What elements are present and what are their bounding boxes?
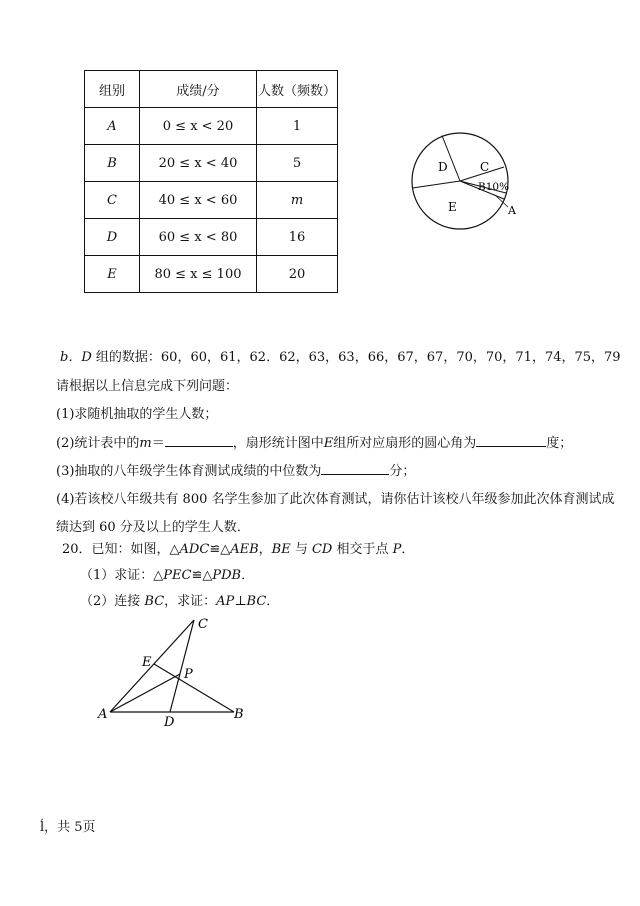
- p20-be: BE: [271, 542, 291, 557]
- point-b: B: [234, 707, 244, 722]
- pie-label-b: B10%: [478, 181, 510, 193]
- q2-var-e: E: [323, 436, 334, 451]
- problem-20: [62, 538, 414, 557]
- segment-be: [154, 664, 234, 712]
- question-4-line2: 绩达到 60 分及以上的学生人数．: [56, 520, 250, 535]
- point-c: C: [198, 617, 208, 632]
- b-group: D: [81, 350, 92, 365]
- question-3: [56, 460, 415, 479]
- cell-range: 40 ≤ x < 60: [140, 182, 257, 219]
- pie-label-e: E: [448, 200, 457, 214]
- question-2: [56, 432, 572, 451]
- geometry-figure: [90, 610, 260, 730]
- table-row: [85, 182, 338, 219]
- q3-end: 分；: [389, 464, 416, 479]
- p20-text: ，: [258, 542, 272, 557]
- table-header-row: [85, 71, 338, 108]
- table-row: [85, 145, 338, 182]
- table-row: [85, 219, 338, 256]
- cell-group: E: [85, 256, 140, 293]
- cell-count: m: [257, 182, 338, 219]
- question-1: (1)求随机抽取的学生人数；: [56, 407, 218, 422]
- problem-20-part-1: [80, 564, 254, 583]
- cell-range: 60 ≤ x < 80: [140, 219, 257, 256]
- p20-text: ≌△: [209, 542, 231, 557]
- q2-end: 度；: [546, 436, 573, 451]
- pie-label-a: A: [508, 204, 516, 217]
- p20-1-text: ≌△: [191, 568, 213, 583]
- p20-2-text: ，求证：: [164, 594, 217, 609]
- pie-chart: [400, 125, 540, 235]
- q2-var-m: m: [139, 436, 152, 451]
- p20-1-text: ．: [241, 568, 255, 583]
- b-prefix: b．: [60, 350, 82, 365]
- point-e: E: [142, 655, 152, 670]
- pie-divider: [413, 181, 461, 188]
- answer-blank-angle[interactable]: [476, 434, 546, 447]
- cell-range: 80 ≤ x ≤ 100: [140, 256, 257, 293]
- q3-text: (3)抽取的八年级学生体育测试成绩的中位数为: [56, 464, 322, 479]
- cell-group: C: [85, 182, 140, 219]
- page-footer: ĺ，共 5页: [40, 820, 96, 835]
- p20-2-perp: ⊥: [234, 594, 247, 609]
- p20-aeb: AEB: [230, 542, 259, 557]
- header-score: 成绩/分: [140, 71, 257, 108]
- p20-2-bc: BC: [144, 594, 165, 609]
- p20-text: ．: [401, 542, 415, 557]
- cell-range: 20 ≤ x < 40: [140, 145, 257, 182]
- p20-1-text: （1）求证：△: [80, 568, 164, 583]
- p20-1-pdb: PDB: [212, 568, 242, 583]
- p20-adc: ADC: [179, 542, 210, 557]
- point-p: P: [184, 667, 193, 682]
- cell-group: B: [85, 145, 140, 182]
- cell-count: 16: [257, 219, 338, 256]
- p20-text: 相交于点: [332, 542, 393, 557]
- point-d: D: [164, 715, 175, 730]
- cell-count: 20: [257, 256, 338, 293]
- p20-2-ap: AP: [216, 594, 235, 609]
- b-data-line: [60, 346, 621, 365]
- p20-2-text: ．: [266, 594, 280, 609]
- p20-2-text: （2）连接: [80, 594, 145, 609]
- segment-ap: [110, 674, 180, 712]
- answer-blank-m[interactable]: [165, 434, 233, 447]
- frequency-table: [84, 70, 338, 293]
- header-count: 人数（频数）: [257, 71, 338, 108]
- table-row: [85, 108, 338, 145]
- instruction: 请根据以上信息完成下列问题：: [56, 379, 239, 394]
- q2-text: ，扇形统计图中: [232, 436, 324, 451]
- p20-1-pec: PEC: [163, 568, 192, 583]
- p20-p: P: [392, 542, 402, 557]
- b-data: 组的数据：60，60，61，62．62，63，63，66，67，67，70，70，71，74，75，79: [91, 350, 621, 365]
- problem-20-part-2: [80, 590, 279, 609]
- p20-text: 20．已知：如图，△: [62, 542, 180, 557]
- q2-eq: ＝: [151, 436, 165, 451]
- cell-range: 0 ≤ x < 20: [140, 108, 257, 145]
- pie-label-c: C: [480, 160, 490, 174]
- cell-group: D: [85, 219, 140, 256]
- p20-text: 与: [290, 542, 312, 557]
- p20-cd: CD: [311, 542, 333, 557]
- question-4-line1: (4)若该校八年级共有 800 名学生参加了此次体育测试，请你估计该校八年级参加此次体育测试成: [56, 492, 615, 507]
- cell-count: 5: [257, 145, 338, 182]
- cell-count: 1: [257, 108, 338, 145]
- p20-2-bc: BC: [246, 594, 267, 609]
- q2-text: (2)统计表中的: [56, 436, 140, 451]
- cell-group: A: [85, 108, 140, 145]
- q2-text: 组所对应扇形的圆心角为: [333, 436, 477, 451]
- answer-blank-median[interactable]: [321, 462, 389, 475]
- table-row: [85, 256, 338, 293]
- pie-label-d: D: [438, 160, 448, 174]
- point-a: A: [98, 707, 108, 722]
- header-group: 组别: [85, 71, 140, 108]
- pie-divider: [442, 136, 460, 182]
